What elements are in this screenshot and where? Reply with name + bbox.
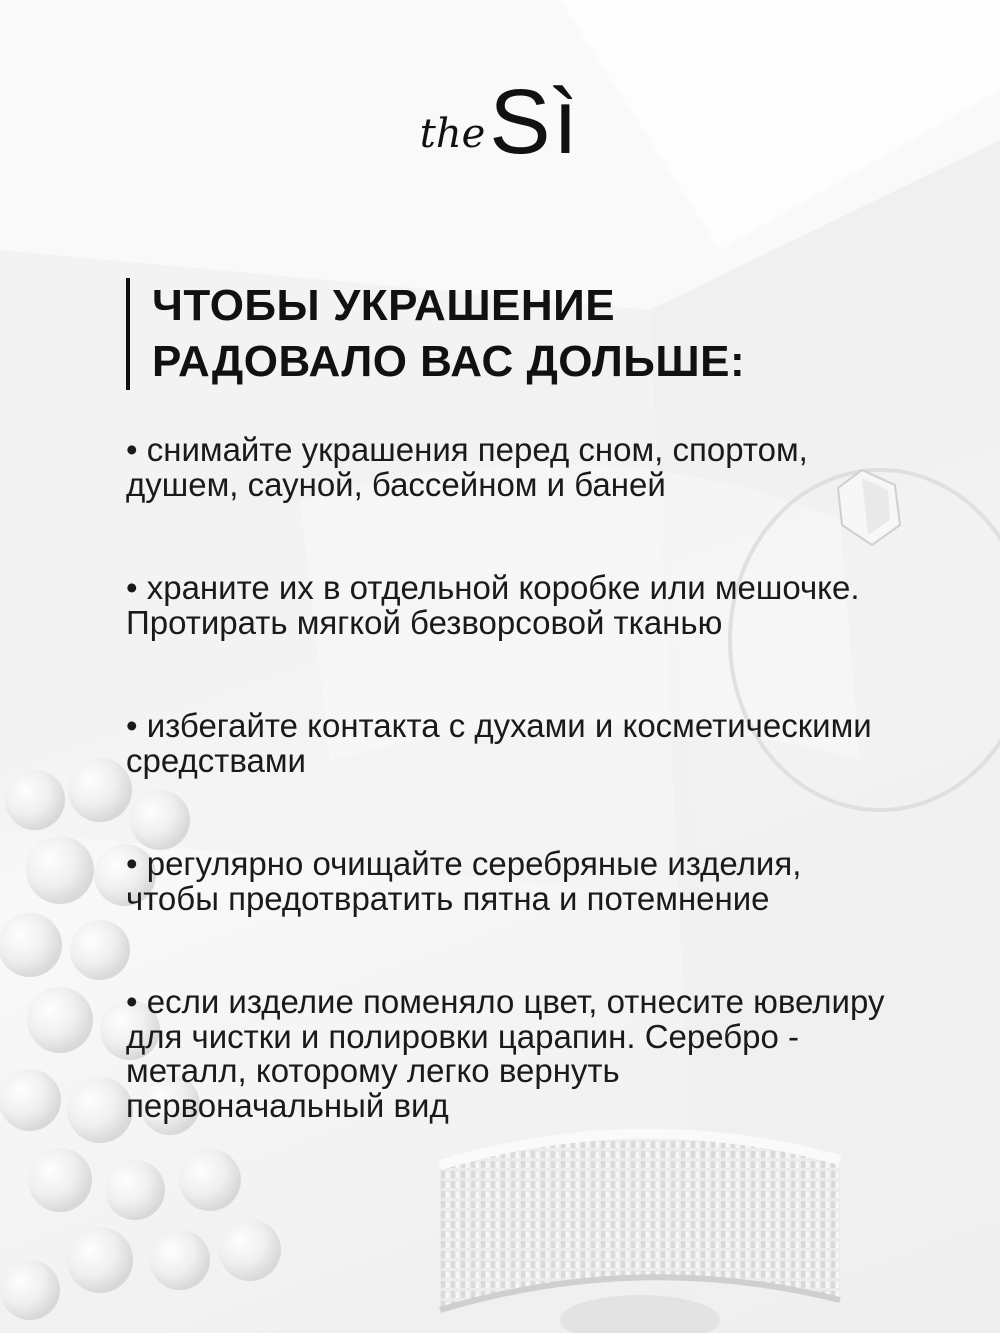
heading-line-2: РАДОВАЛО ВАС ДОЛЬШЕ:: [152, 337, 746, 386]
heading-line-1: ЧТОБЫ УКРАШЕНИЕ: [152, 281, 616, 330]
brand-logo: [0, 70, 1000, 173]
care-tips-list: [126, 433, 886, 1123]
logo-the-text: the: [419, 111, 486, 157]
care-tip: • если изделие поменяло цвет, отнесите ювелиру для чистки и полировки царапин. Серебро - металл, которому легко вернуть первоначальный вид: [126, 983, 885, 1124]
care-tip: • регулярно очищайте серебряные изделия, чтобы предотвратить пятна и потемнение: [126, 845, 802, 917]
heading-block: [126, 278, 745, 390]
care-tip: • храните их в отдельной коробке или мешочке. Протирать мягкой безворсовой тканью: [126, 569, 860, 641]
care-tip: • снимайте украшения перед сном, спортом, душем, сауной, бассейном и баней: [126, 431, 808, 503]
care-tip: • избегайте контакта с духами и косметическими средствами: [126, 707, 872, 779]
logo-si-text: Sì: [489, 71, 581, 173]
